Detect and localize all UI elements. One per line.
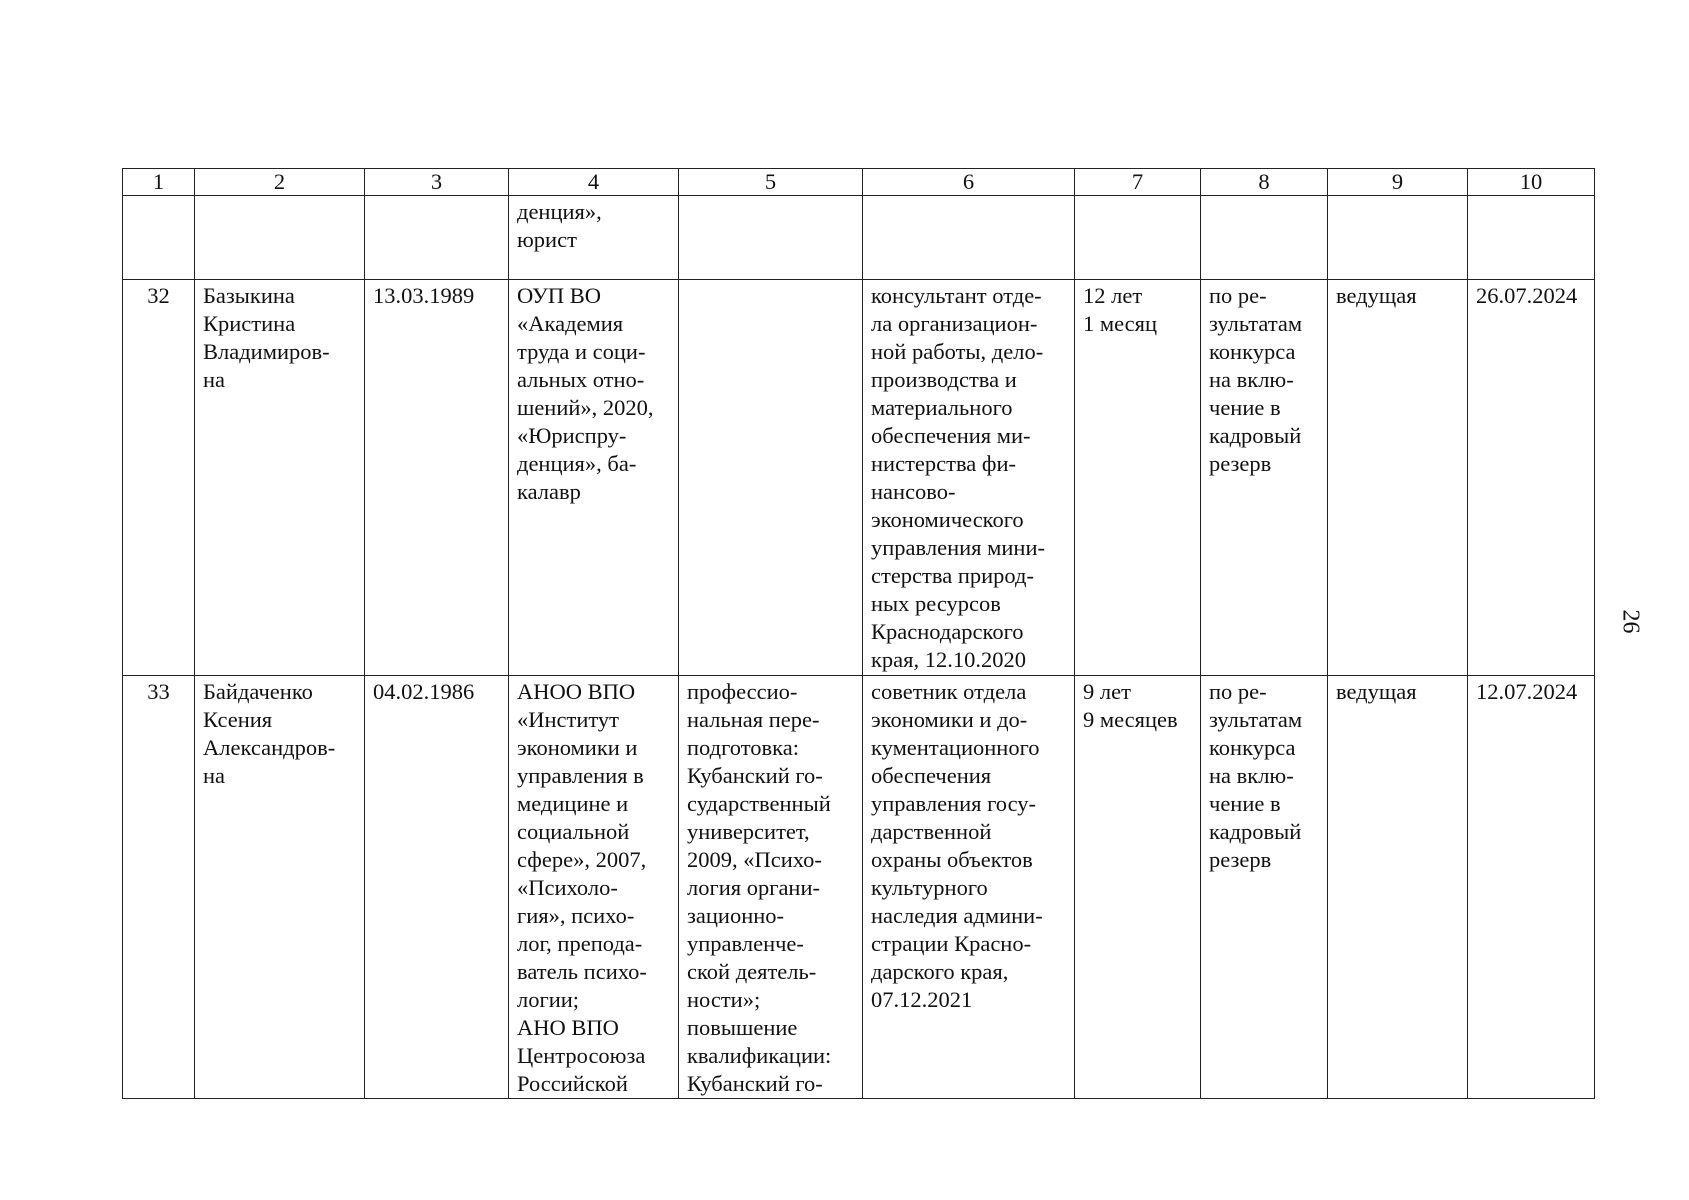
inclusion-date-cell: 26.07.2024 — [1468, 280, 1595, 676]
position-cell: советник отдела экономики и до- кументационного обеспечения управления госу- дарственной охраны объектов культурного наследия админи- страции Красно- дарского края, 07.12.2021 — [863, 676, 1075, 1099]
table-cell — [1075, 196, 1201, 280]
column-number-3: 3 — [365, 169, 509, 196]
position-group-cell: ведущая — [1328, 280, 1468, 676]
continued-education-cell: денция», юрист — [509, 196, 679, 280]
column-number-8: 8 — [1201, 169, 1328, 196]
table-cell — [123, 196, 195, 280]
table-cell — [195, 196, 365, 280]
birth-date-cell: 13.03.1989 — [365, 280, 509, 676]
row-number: 32 — [123, 280, 195, 676]
experience-cell: 9 лет 9 месяцев — [1075, 676, 1201, 1099]
page-number: 26 — [1617, 609, 1644, 634]
row-number: 33 — [123, 676, 195, 1099]
position-group-cell: ведущая — [1328, 676, 1468, 1099]
table-cell — [863, 196, 1075, 280]
full-name-cell: Базыкина Кристина Владимиров- на — [195, 280, 365, 676]
additional-education-cell: профессио- нальная пере- подготовка: Кубанский го- сударственный университет, 2009, «Психо- логия органи- зационно- управленче- ской деятель- ности»; повышение квалификации: Кубанский го- — [679, 676, 863, 1099]
birth-date-cell: 04.02.1986 — [365, 676, 509, 1099]
full-name-cell: Байдаченко Ксения Александров- на — [195, 676, 365, 1099]
basis-cell: по ре- зультатам конкурса на вклю- чение в кадровый резерв — [1201, 676, 1328, 1099]
column-number-10: 10 — [1468, 169, 1595, 196]
personnel-reserve-table — [122, 168, 1595, 1099]
table-cell — [1328, 196, 1468, 280]
basis-cell: по ре- зультатам конкурса на вклю- чение в кадровый резерв — [1201, 280, 1328, 676]
column-number-9: 9 — [1328, 169, 1468, 196]
column-number-1: 1 — [123, 169, 195, 196]
column-number-7: 7 — [1075, 169, 1201, 196]
table-cell — [679, 196, 863, 280]
table-row — [123, 280, 1595, 676]
column-number-6: 6 — [863, 169, 1075, 196]
education-cell: АНОО ВПО «Институт экономики и управления в медицине и социальной сфере», 2007, «Психоло- гия», психо- лог, препода- ватель психо- логии; АНО ВПО Центросоюза Российской — [509, 676, 679, 1099]
table-row — [123, 676, 1595, 1099]
column-number-4: 4 — [509, 169, 679, 196]
inclusion-date-cell: 12.07.2024 — [1468, 676, 1595, 1099]
experience-cell: 12 лет 1 месяц — [1075, 280, 1201, 676]
column-number-2: 2 — [195, 169, 365, 196]
table-cell — [1468, 196, 1595, 280]
additional-education-cell — [679, 280, 863, 676]
table-cell — [1201, 196, 1328, 280]
table-cell — [365, 196, 509, 280]
education-cell: ОУП ВО «Академия труда и соци- альных отно- шений», 2020, «Юриспру- денция», ба- калавр — [509, 280, 679, 676]
continuation-row — [123, 196, 1595, 280]
column-number-5: 5 — [679, 169, 863, 196]
column-number-header-row — [123, 169, 1595, 196]
position-cell: консультант отде- ла организацион- ной работы, дело- производства и материального обеспечения ми- нистерства фи- нансово- экономического управления мини- стерства природ- ных ресурсов Краснодарского края, 12.10.2020 — [863, 280, 1075, 676]
